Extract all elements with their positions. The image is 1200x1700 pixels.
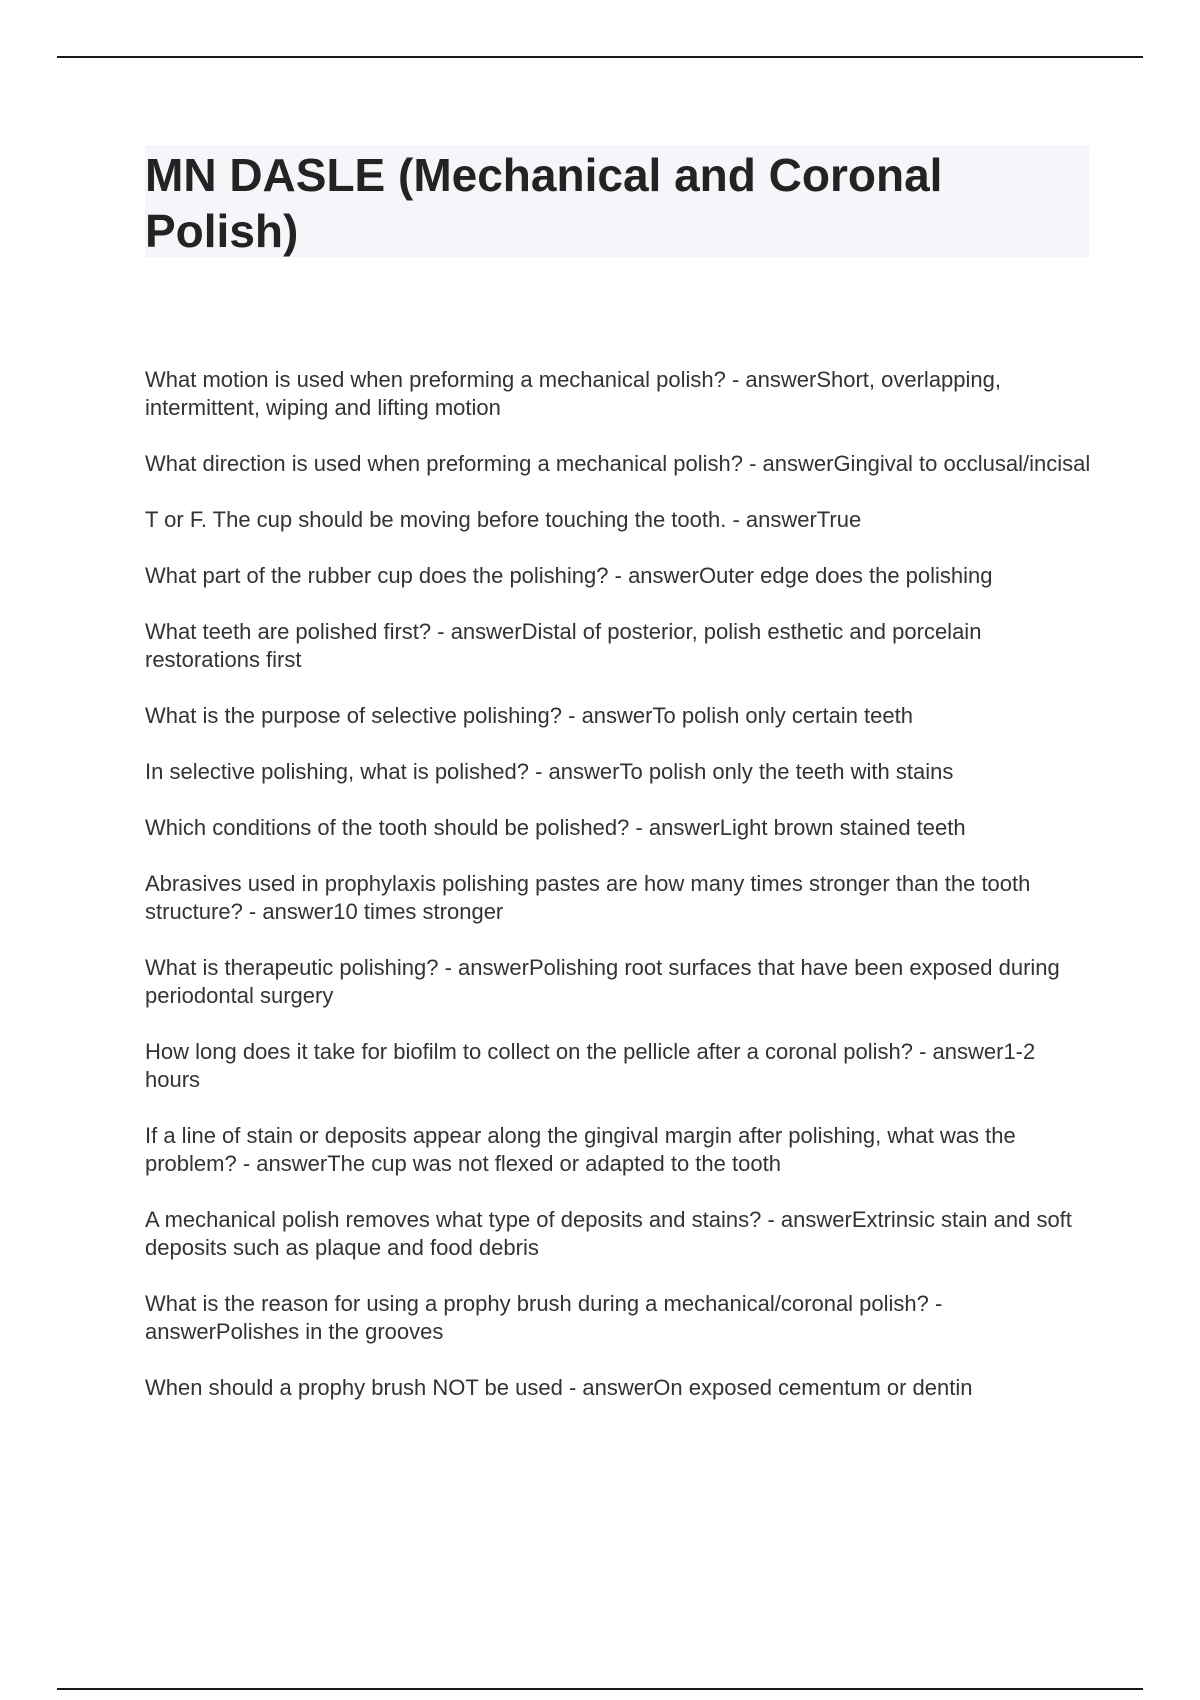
qa-item: What direction is used when preforming a mechanical polish? - answerGingival to occlusal/incisal: [145, 451, 1091, 476]
qa-item: What teeth are polished first? - answerDistal of posterior, polish esthetic and porcelain restorations first: [145, 619, 982, 672]
qa-item: Abrasives used in prophylaxis polishing pastes are how many times stronger than the tooth structure? - answer10 times stronger: [145, 871, 1031, 924]
qa-item: When should a prophy brush NOT be used - answerOn exposed cementum or dentin: [145, 1375, 973, 1400]
qa-item: How long does it take for biofilm to collect on the pellicle after a coronal polish? - answer1-2 hours: [145, 1039, 1036, 1092]
qa-item: What is the reason for using a prophy brush during a mechanical/coronal polish? - answerPolishes in the grooves: [145, 1291, 943, 1344]
page-title: MN DASLE (Mechanical and Coronal Polish): [145, 149, 943, 257]
title-banner: [145, 145, 1089, 257]
qa-item: If a line of stain or deposits appear along the gingival margin after polishing, what was the problem? - answerThe cup was not flexed or adapted to the tooth: [145, 1123, 1016, 1176]
qa-item: In selective polishing, what is polished? - answerTo polish only the teeth with stains: [145, 759, 954, 784]
bottom-divider: [57, 1688, 1143, 1690]
qa-item: What is the purpose of selective polishing? - answerTo polish only certain teeth: [145, 703, 913, 728]
qa-item: A mechanical polish removes what type of deposits and stains? - answerExtrinsic stain and soft deposits such as plaque and food debris: [145, 1207, 1072, 1260]
qa-item: What is therapeutic polishing? - answerPolishing root surfaces that have been exposed during periodontal surgery: [145, 955, 1060, 1008]
qa-list: [145, 366, 1095, 1430]
qa-item: What motion is used when preforming a mechanical polish? - answerShort, overlapping, intermittent, wiping and lifting motion: [145, 367, 1001, 420]
qa-item: What part of the rubber cup does the polishing? - answerOuter edge does the polishing: [145, 563, 993, 588]
qa-item: Which conditions of the tooth should be polished? - answerLight brown stained teeth: [145, 815, 966, 840]
top-divider: [57, 56, 1143, 58]
qa-item: T or F. The cup should be moving before touching the tooth. - answerTrue: [145, 507, 862, 532]
